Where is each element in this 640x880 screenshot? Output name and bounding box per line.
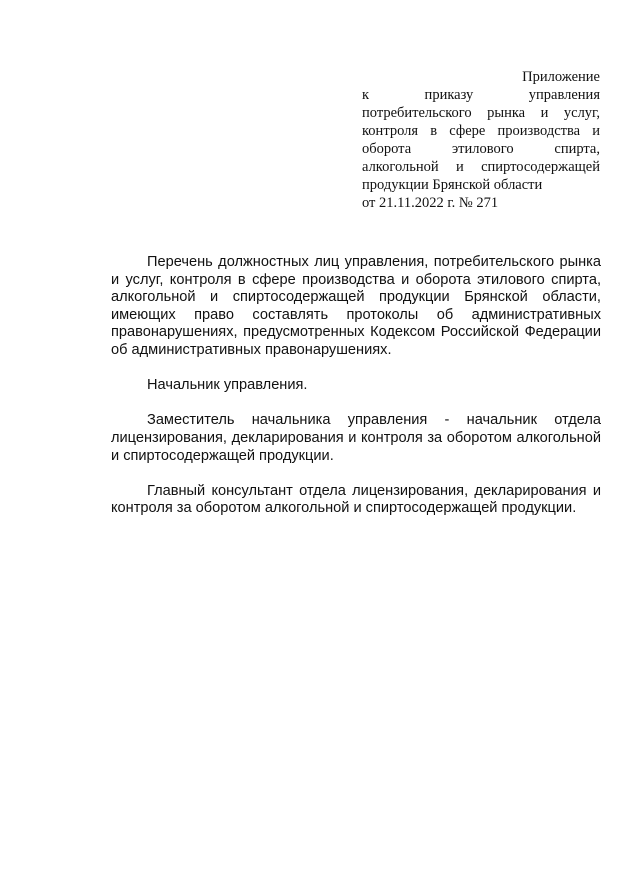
position-item: Начальник управления. [147,377,308,394]
appendix-title: Приложение [522,69,600,85]
document-content [111,254,601,518]
appendix-block [362,68,600,212]
list-heading: Перечень должностных лиц управления, потребительского рынка и услуг, контроля в сфере производства и оборота этилового спирта, алкогольной и спиртосодержащей продукции Брянской области, имеющих право составлять протоколы об административных правонарушениях, предусмотренных Кодексом Российской Федерации об административных правонарушениях. [111,254,601,358]
appendix-date: от 21.11.2022 г. № 271 [362,195,499,211]
appendix-text: к приказу управления потребительского рынка и услуг, контроля в сфере производства и оборота этилового спирта, алкогольной и спиртосодержащей продукции Брянской области [362,87,600,193]
position-item: Главный консультант отдела лицензирования, декларирования и контроля за оборотом алкогольной и спиртосодержащей продукции. [111,482,601,517]
position-item: Заместитель начальника управления - начальник отдела лицензирования, декларирования и контроля за оборотом алкогольной и спиртосодержащей продукции. [111,412,601,464]
